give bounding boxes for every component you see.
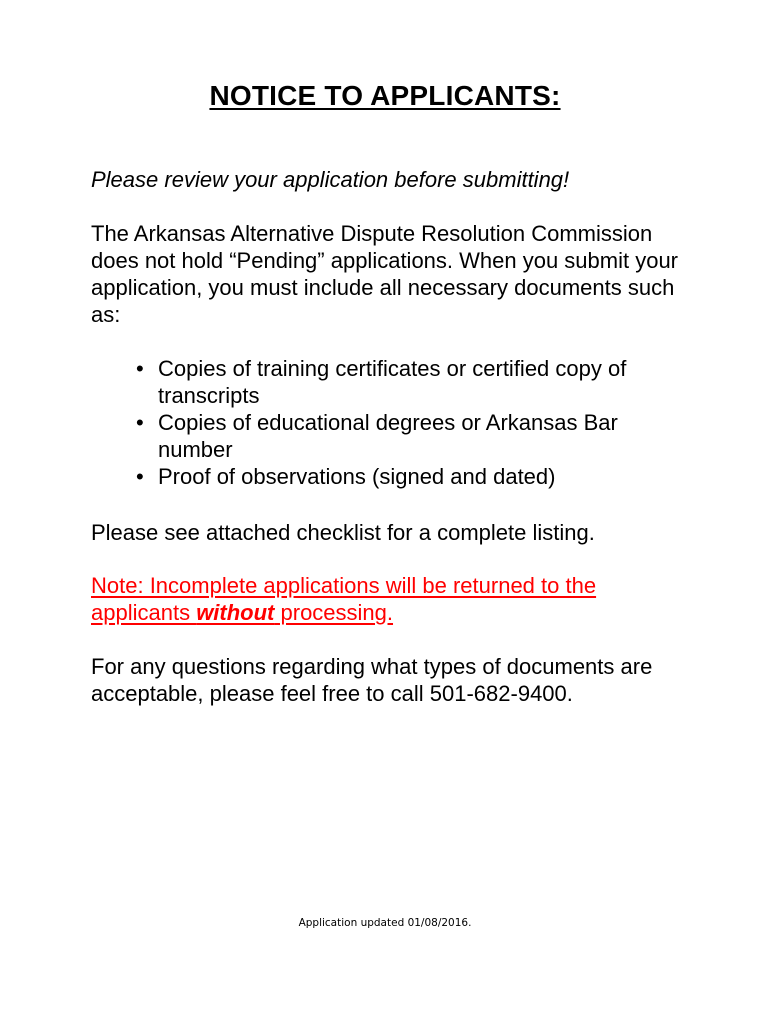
list-item — [133, 409, 673, 463]
list-item-text: Copies of training certificates or certified copy of transcripts — [158, 356, 627, 408]
list-item — [133, 355, 673, 409]
bullet-icon: • — [136, 464, 144, 489]
checklist-note: Please see attached checklist for a complete listing. — [91, 520, 595, 545]
bullet-icon: • — [136, 410, 144, 435]
intro-paragraph: The Arkansas Alternative Dispute Resolution Commission does not hold “Pending” applications. When you submit your application, you must include all necessary documents such as: — [91, 221, 679, 327]
list-item-text: Copies of educational degrees or Arkansas Bar number — [158, 410, 618, 462]
list-item-text: Proof of observations (signed and dated) — [158, 464, 556, 489]
review-reminder: Please review your application before submitting! — [91, 167, 570, 192]
contact-paragraph: For any questions regarding what types of documents are acceptable, please feel free to call 501-682-9400. — [91, 654, 653, 706]
list-item — [133, 463, 673, 490]
warning-emphasis: without — [196, 600, 275, 625]
required-documents-list — [133, 355, 673, 490]
footer-updated-date: Application updated 01/08/2016. — [298, 917, 472, 929]
bullet-icon: • — [136, 356, 144, 381]
page-title: NOTICE TO APPLICANTS: — [209, 80, 561, 111]
warning-text-end: processing. — [274, 600, 394, 625]
incomplete-warning — [91, 572, 691, 626]
warning-text-start: Note: Incomplete applications will be returned to the applicants — [91, 573, 597, 625]
